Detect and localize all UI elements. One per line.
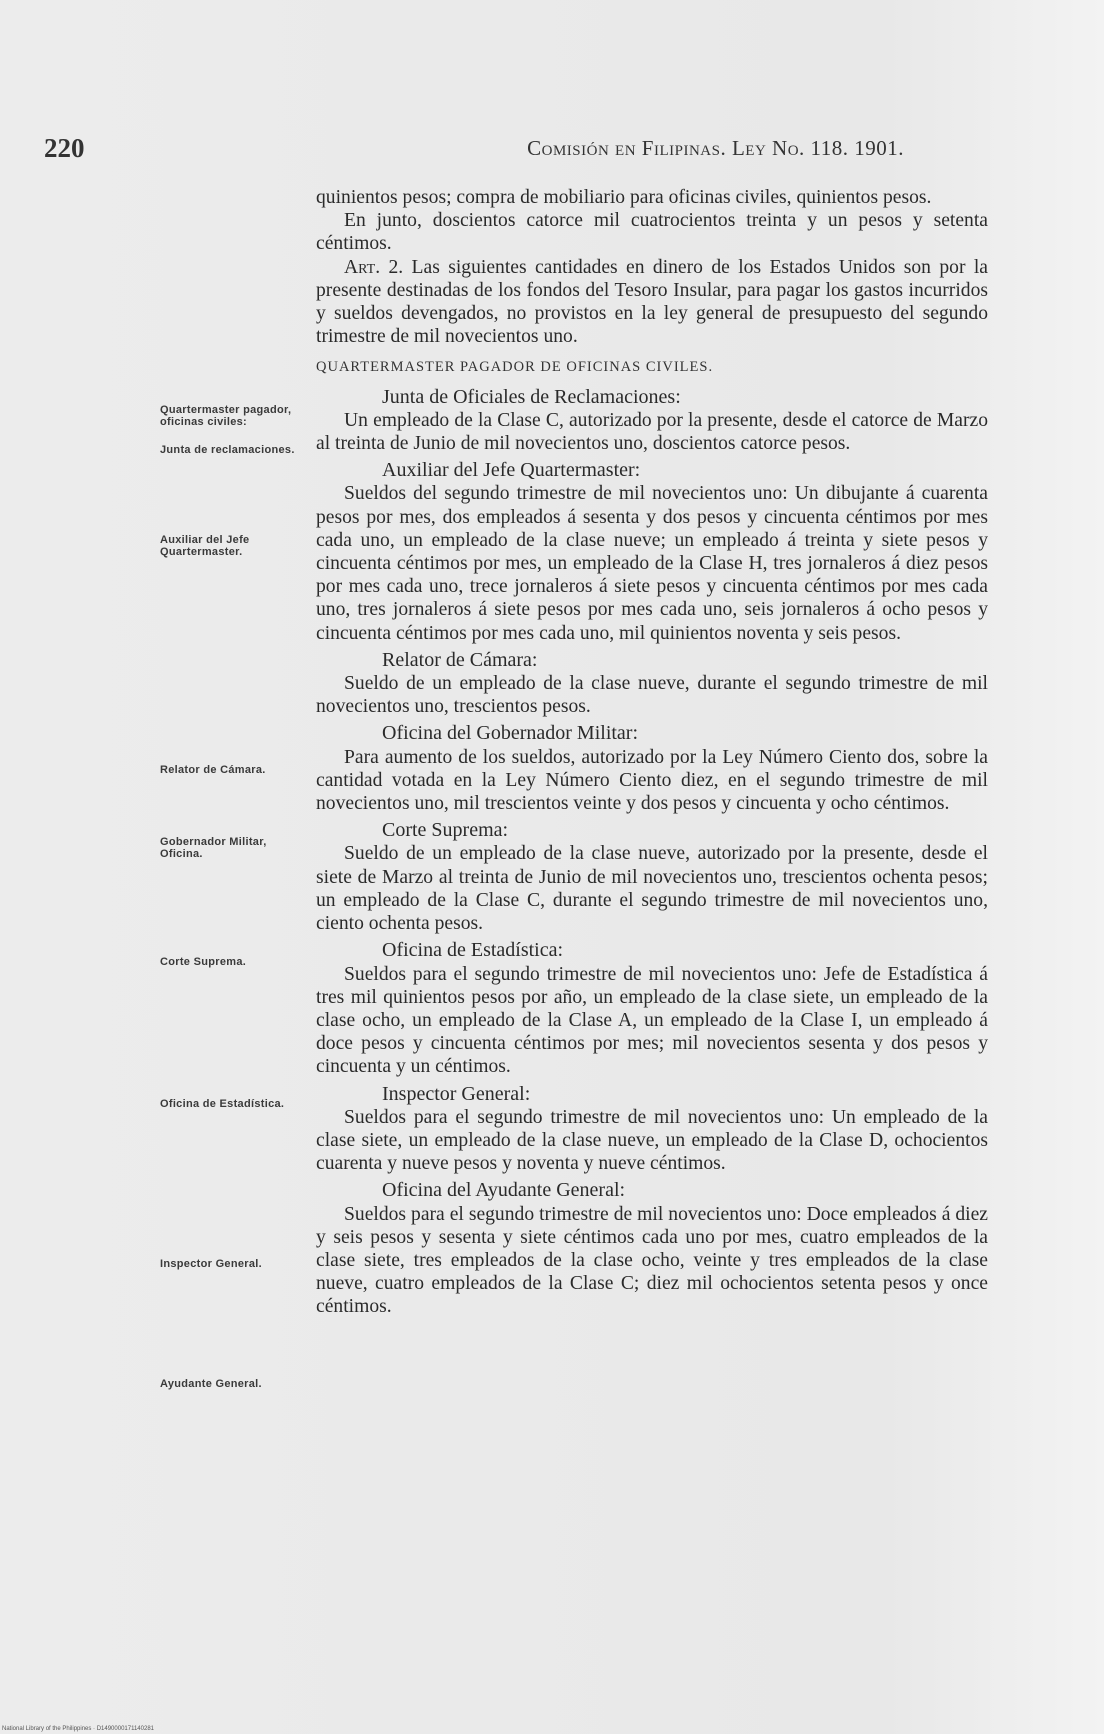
section-heading: QUARTERMASTER PAGADOR DE OFICINAS CIVILES. (316, 359, 714, 376)
margin-note-relator: Relator de Cámara. (160, 764, 266, 776)
margin-note-quartermaster: Quartermaster pagador, oficinas civiles: (160, 404, 292, 428)
scan-credit: National Library of the Philippines · D1490000171140281 (2, 1726, 154, 1732)
paragraph-junta: Un empleado de la Clase C, autorizado por la presente, desde el catorce de Marzo al treinta de Junio de mil novecientos uno, doscientos catorce pesos. (316, 409, 988, 455)
paragraph-auxiliar: Sueldos del segundo trimestre de mil novecientos uno: Un dibujante á cuarenta pesos por mes, dos empleados á sesenta y dos pesos y cincuenta céntimos por mes cada uno, un empleado de la clase nueve; un empleado á treinta y siete pesos y cincuenta céntimos por mes, un empleado de la Clase H, tres jornaleros á diez pesos por mes cada uno, trece jornaleros á siete pesos y cincuenta céntimos por mes cada uno, tres jornaleros á siete pesos por mes cada uno, seis jornaleros á ocho pesos y cincuenta céntimos por mes cada uno, mil quinientos noventa y seis pesos. (316, 483, 988, 644)
paragraph-continuation: quinientos pesos; compra de mobiliario para oficinas civiles, quinientos pesos. (316, 187, 932, 208)
paragraph-gobernador: Para aumento de los sueldos, autorizado por la Ley Número Ciento dos, sobre la cantidad votada en la Ley Número Ciento diez, en el segundo trimestre de mil novecientos uno, mil trescientos veinte y dos pesos y cincuenta y ocho céntimos. (316, 746, 988, 815)
paragraph-estadistica: Sueldos para el segundo trimestre de mil novecientos uno: Jefe de Estadística á tres mil quinientos pesos por año, un empleado de la clase siete, un empleado de la clase ocho, un empleado de la Clase A, un empleado de la Clase I, un empleado á doce pesos y cincuenta céntimos por mes; mil novecientos sesenta y dos pesos y cincuenta y un céntimos. (316, 963, 988, 1078)
running-title: Comisión en Filipinas. Ley No. 118. 1901. (527, 136, 904, 160)
paragraph-ayudante: Sueldos para el segundo trimestre de mil novecientos uno: Doce empleados á diez y seis pesos y sesenta y siete céntimos cada uno por mes, cuatro empleados de la clase siete, tres empleados de la clase ocho, veinte y tres empleados de la clase nueve, cuatro empleados de la Clase C; diez mil ochocientos setenta pesos y once céntimos. (316, 1203, 988, 1318)
main-text (316, 186, 988, 1319)
paragraph-total: En junto, doscientos catorce mil cuatrocientos treinta y un pesos y setenta céntimos. (316, 210, 988, 255)
subheading-corte: Corte Suprema: (382, 819, 509, 842)
margin-note-corte: Corte Suprema. (160, 956, 247, 968)
subheading-estadistica: Oficina de Estadística: (382, 939, 564, 962)
subheading-inspector: Inspector General: (382, 1082, 531, 1105)
paragraph-relator: Sueldo de un empleado de la clase nueve, durante el segundo trimestre de mil novecientos uno, trescientos pesos. (316, 673, 988, 718)
margin-note-junta: Junta de reclamaciones. (160, 444, 295, 456)
subheading-gobernador: Oficina del Gobernador Militar: (382, 722, 639, 745)
subheading-relator: Relator de Cámara: (382, 648, 538, 671)
paragraph-article-2 (316, 256, 988, 349)
margin-note-inspector: Inspector General. (160, 1258, 262, 1270)
subheading-junta: Junta de Oficiales de Reclamaciones: (382, 385, 681, 408)
page-number: 220 (44, 133, 85, 163)
subheading-auxiliar: Auxiliar del Jefe Quartermaster: (382, 459, 641, 482)
page-header (44, 133, 904, 169)
paragraph-corte: Sueldo de un empleado de la clase nueve, autorizado por la presente, desde el siete de Marzo al treinta de Junio de mil novecientos uno, trescientos ochenta pesos; un empleado de la Clase C, durante el segundo trimestre de mil novecientos uno, ciento ochenta pesos. (316, 843, 988, 935)
margin-note-gobernador: Gobernador Militar, Oficina. (160, 836, 267, 860)
margin-note-auxiliar: Auxiliar del Jefe Quartermaster. (160, 534, 250, 558)
subheading-ayudante: Oficina del Ayudante General: (382, 1179, 626, 1202)
margin-note-ayudante: Ayudante General. (160, 1378, 262, 1390)
paragraph-inspector: Sueldos para el segundo trimestre de mil novecientos uno: Un empleado de la clase siete, un empleado de la clase nueve, un empleado de la Clase D, ochocientos cuarenta y nueve pesos y noventa y nueve céntimos. (316, 1106, 988, 1175)
article-text: Las siguientes cantidades en dinero de los Estados Unidos son por la presente destinadas de los fondos del Tesoro Insular, para pagar los gastos incurridos y sueldos devengados, no provistos en la ley general de presupuesto del segundo trimestre de mil novecientos uno. (316, 256, 988, 348)
article-label: Art. 2. (344, 256, 404, 278)
margin-note-estadistica: Oficina de Estadística. (160, 1098, 285, 1110)
